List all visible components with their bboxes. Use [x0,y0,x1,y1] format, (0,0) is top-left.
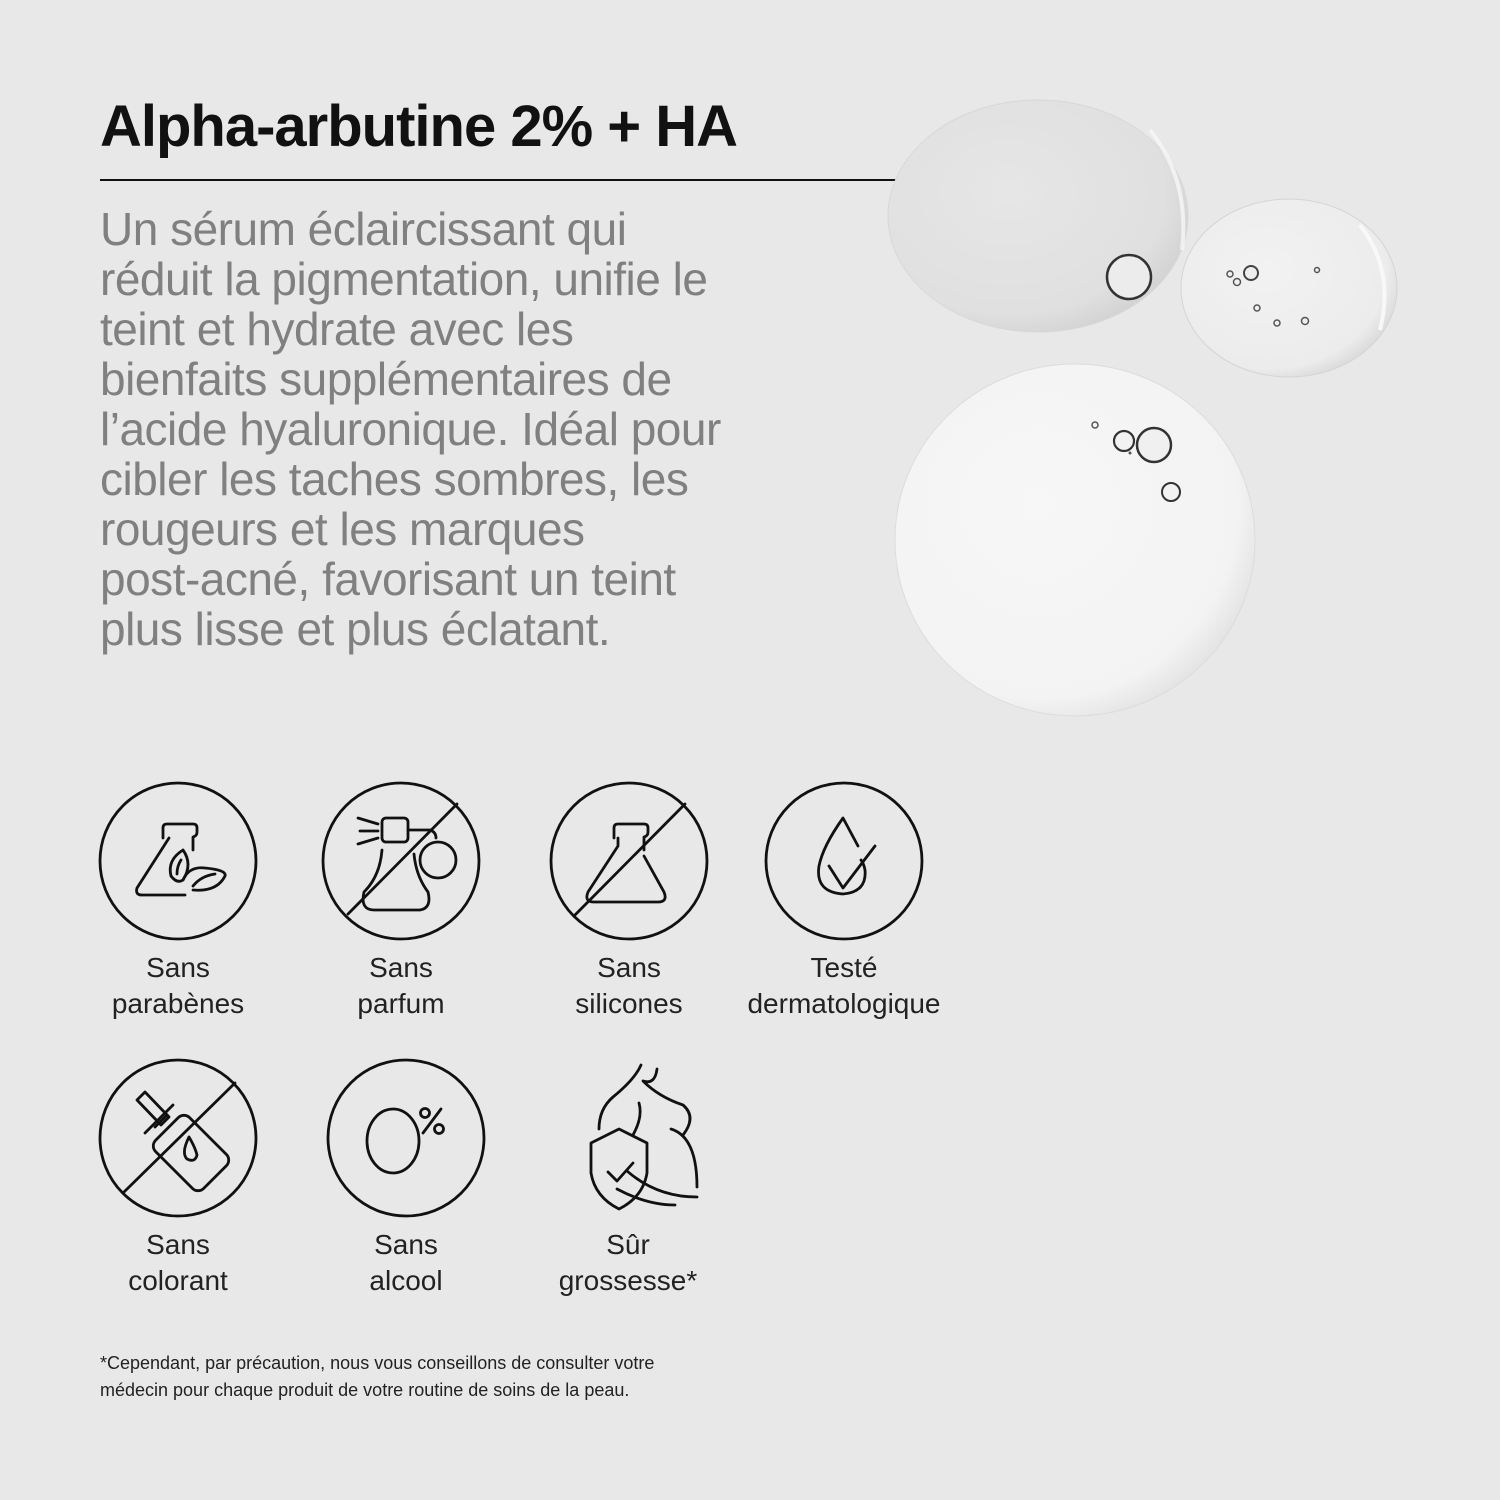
drop-check-icon [763,780,925,942]
serum-droplets-image [870,90,1430,740]
pregnancy-shield-icon [547,1057,709,1219]
no-dropper-bottle-icon [97,1057,259,1219]
footnote-line: *Cependant, par précaution, nous vous conseillons de consulter votre [100,1353,655,1373]
droplet-right [1181,199,1397,377]
no-perfume-icon [320,780,482,942]
badge-label: Testé dermatologique [747,952,941,1019]
product-title: Alpha-arbutine 2% + HA [100,94,738,159]
badge-sur-grossesse [498,1057,758,1299]
description-line: l’acide hyaluronique. Idéal pour [100,403,721,455]
no-flask-icon [548,780,710,942]
badge-label: Sans alcool [369,1229,443,1296]
badge-sans-parfum [271,780,531,1022]
description-line: post-acné, favorisant un teint [100,553,676,605]
description-line: bienfaits supplémentaires de [100,353,672,405]
droplet-bottom [895,364,1255,716]
product-description [100,204,820,654]
badge-label: Sans colorant [128,1229,228,1296]
footnote-line: médecin pour chaque produit de votre routine de soins de la peau. [100,1380,630,1400]
badge-label: Sans parabènes [111,952,245,1019]
badge-label: Sans parfum [357,952,445,1019]
badge-sans-alcool [276,1057,536,1299]
badge-teste-dermatologique [714,780,974,1022]
flask-leaf-icon [97,780,259,942]
description-line: rougeurs et les marques [100,503,585,555]
badge-label: Sans silicones [575,952,683,1019]
description-line: cibler les taches sombres, les [100,453,689,505]
badge-sans-parabenes [48,780,308,1022]
zero-percent-icon [325,1057,487,1219]
badge-label: Sûr grossesse* [558,1229,698,1296]
description-line: Un sérum éclaircissant qui [100,203,627,255]
description-line: teint et hydrate avec les [100,303,574,355]
description-line: réduit la pigmentation, unifie le [100,253,708,305]
footnote-disclaimer [100,1350,654,1404]
badge-sans-colorant [48,1057,308,1299]
droplet-top [888,100,1188,332]
description-line: plus lisse et plus éclatant. [100,603,611,655]
